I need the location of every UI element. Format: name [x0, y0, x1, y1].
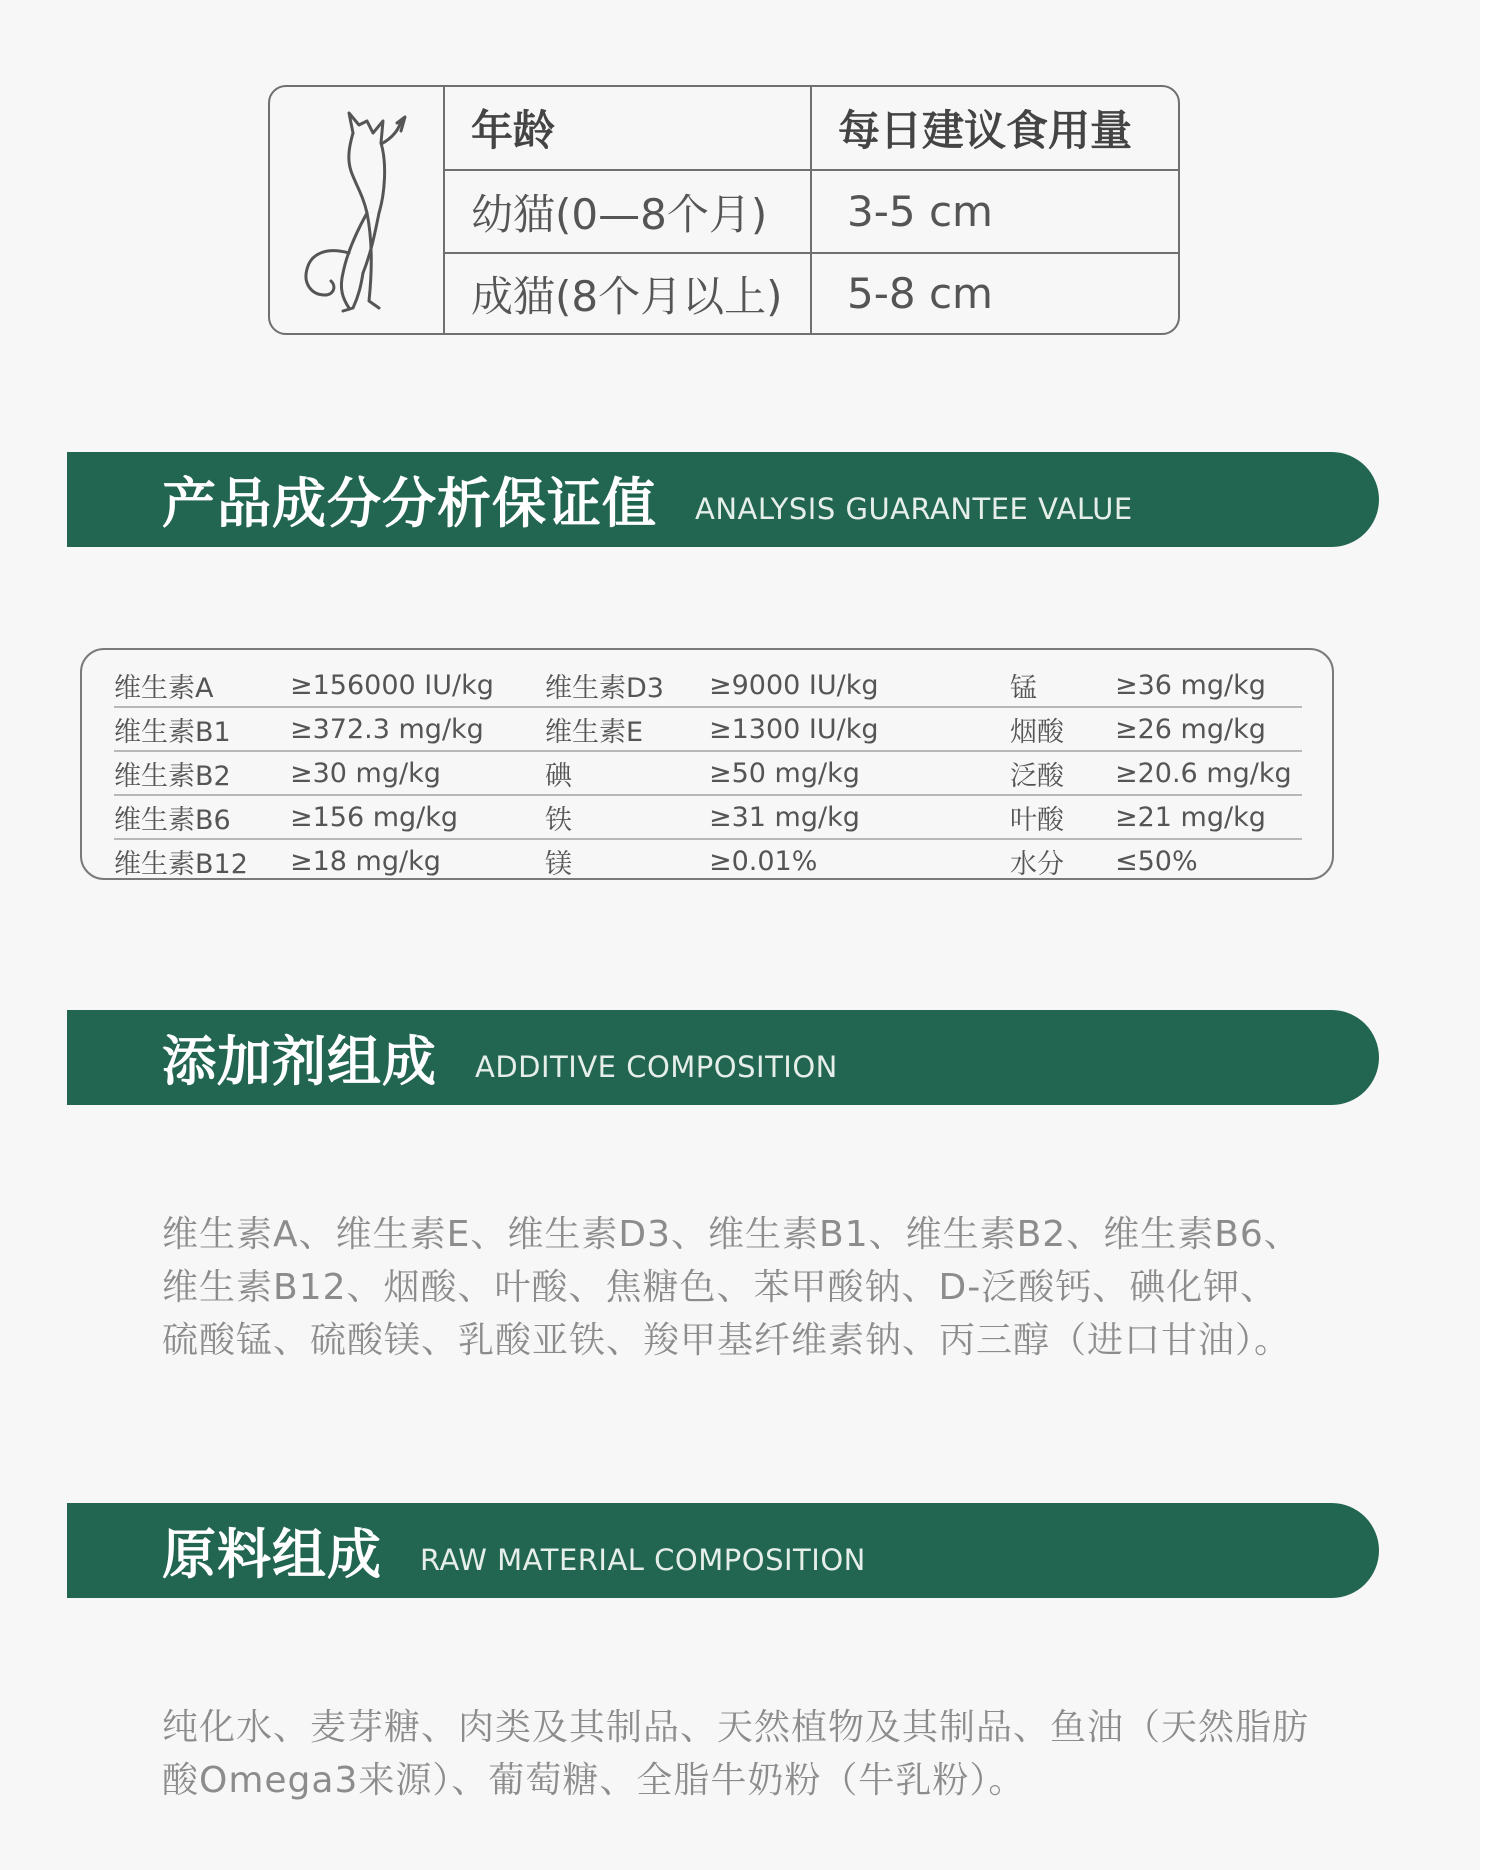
analysis-name: 叶酸 [1010, 804, 1064, 836]
additive-title-cn: 添加剂组成 [162, 1030, 437, 1093]
raw-line: 酸Omega3来源）、葡萄糖、全脂牛奶粉（牛乳粉）。 [162, 1760, 1026, 1801]
analysis-banner [67, 452, 1379, 547]
analysis-value: ≥31 mg/kg [709, 801, 860, 833]
row-kitten-amount: 3-5 cm [812, 171, 1178, 254]
analysis-value: ≥21 mg/kg [1115, 801, 1266, 833]
analysis-value: ≥0.01% [709, 845, 818, 877]
raw-title-cn: 原料组成 [162, 1523, 382, 1586]
feeding-table [268, 85, 1180, 335]
analysis-table [80, 648, 1334, 880]
analysis-name: 铁 [545, 804, 572, 836]
analysis-value: ≥20.6 mg/kg [1115, 757, 1292, 789]
analysis-name: 泛酸 [1010, 760, 1064, 792]
analysis-row [114, 708, 1302, 752]
raw-banner [67, 1503, 1379, 1598]
raw-text [162, 1701, 1342, 1807]
analysis-row [114, 664, 1302, 708]
analysis-value: ≤50% [1115, 845, 1198, 877]
analysis-name: 维生素B6 [114, 804, 231, 836]
additive-line: 维生素B12、烟酸、叶酸、焦糖色、苯甲酸钠、D-泛酸钙、碘化钾、 [162, 1267, 1278, 1308]
row-kitten-age: 幼猫(0—8个月) [445, 171, 812, 254]
analysis-value: ≥9000 IU/kg [709, 669, 879, 701]
analysis-value: ≥156 mg/kg [290, 801, 459, 833]
cat-icon [270, 87, 445, 333]
analysis-name: 水分 [1010, 848, 1064, 880]
header-amount: 每日建议食用量 [812, 87, 1178, 171]
analysis-value: ≥36 mg/kg [1115, 669, 1266, 701]
analysis-name: 维生素B1 [114, 716, 231, 748]
additive-line: 维生素A、维生素E、维生素D3、维生素B1、维生素B2、维生素B6、 [162, 1214, 1301, 1255]
analysis-name: 镁 [545, 848, 572, 880]
analysis-row [114, 796, 1302, 840]
analysis-name: 维生素B12 [114, 848, 248, 880]
additive-line: 硫酸锰、硫酸镁、乳酸亚铁、羧甲基纤维素钠、丙三醇（进口甘油）。 [162, 1320, 1292, 1361]
header-age: 年龄 [445, 87, 812, 171]
analysis-row [114, 752, 1302, 796]
raw-line: 纯化水、麦芽糖、肉类及其制品、天然植物及其制品、鱼油（天然脂肪 [162, 1707, 1310, 1748]
analysis-value: ≥156000 IU/kg [290, 669, 494, 701]
analysis-value: ≥30 mg/kg [290, 757, 441, 789]
analysis-value: ≥1300 IU/kg [709, 713, 879, 745]
raw-title-en: RAW MATERIAL COMPOSITION [420, 1542, 866, 1577]
row-adult-age: 成猫(8个月以上) [445, 254, 812, 333]
analysis-value: ≥372.3 mg/kg [290, 713, 484, 745]
additive-text [162, 1208, 1342, 1367]
analysis-value: ≥50 mg/kg [709, 757, 860, 789]
analysis-value: ≥18 mg/kg [290, 845, 441, 877]
right-edge [1480, 0, 1500, 1870]
analysis-name: 维生素E [545, 716, 644, 748]
analysis-name: 烟酸 [1010, 716, 1064, 748]
analysis-name: 维生素D3 [545, 672, 664, 704]
analysis-name: 锰 [1010, 672, 1037, 704]
analysis-row [114, 840, 1302, 882]
analysis-name: 维生素B2 [114, 760, 231, 792]
analysis-name: 碘 [545, 760, 572, 792]
analysis-title-en: ANALYSIS GUARANTEE VALUE [695, 491, 1133, 526]
analysis-value: ≥26 mg/kg [1115, 713, 1266, 745]
analysis-title-cn: 产品成分分析保证值 [162, 472, 657, 535]
analysis-name: 维生素A [114, 672, 214, 704]
additive-title-en: ADDITIVE COMPOSITION [475, 1049, 838, 1084]
additive-banner [67, 1010, 1379, 1105]
row-adult-amount: 5-8 cm [847, 269, 993, 318]
